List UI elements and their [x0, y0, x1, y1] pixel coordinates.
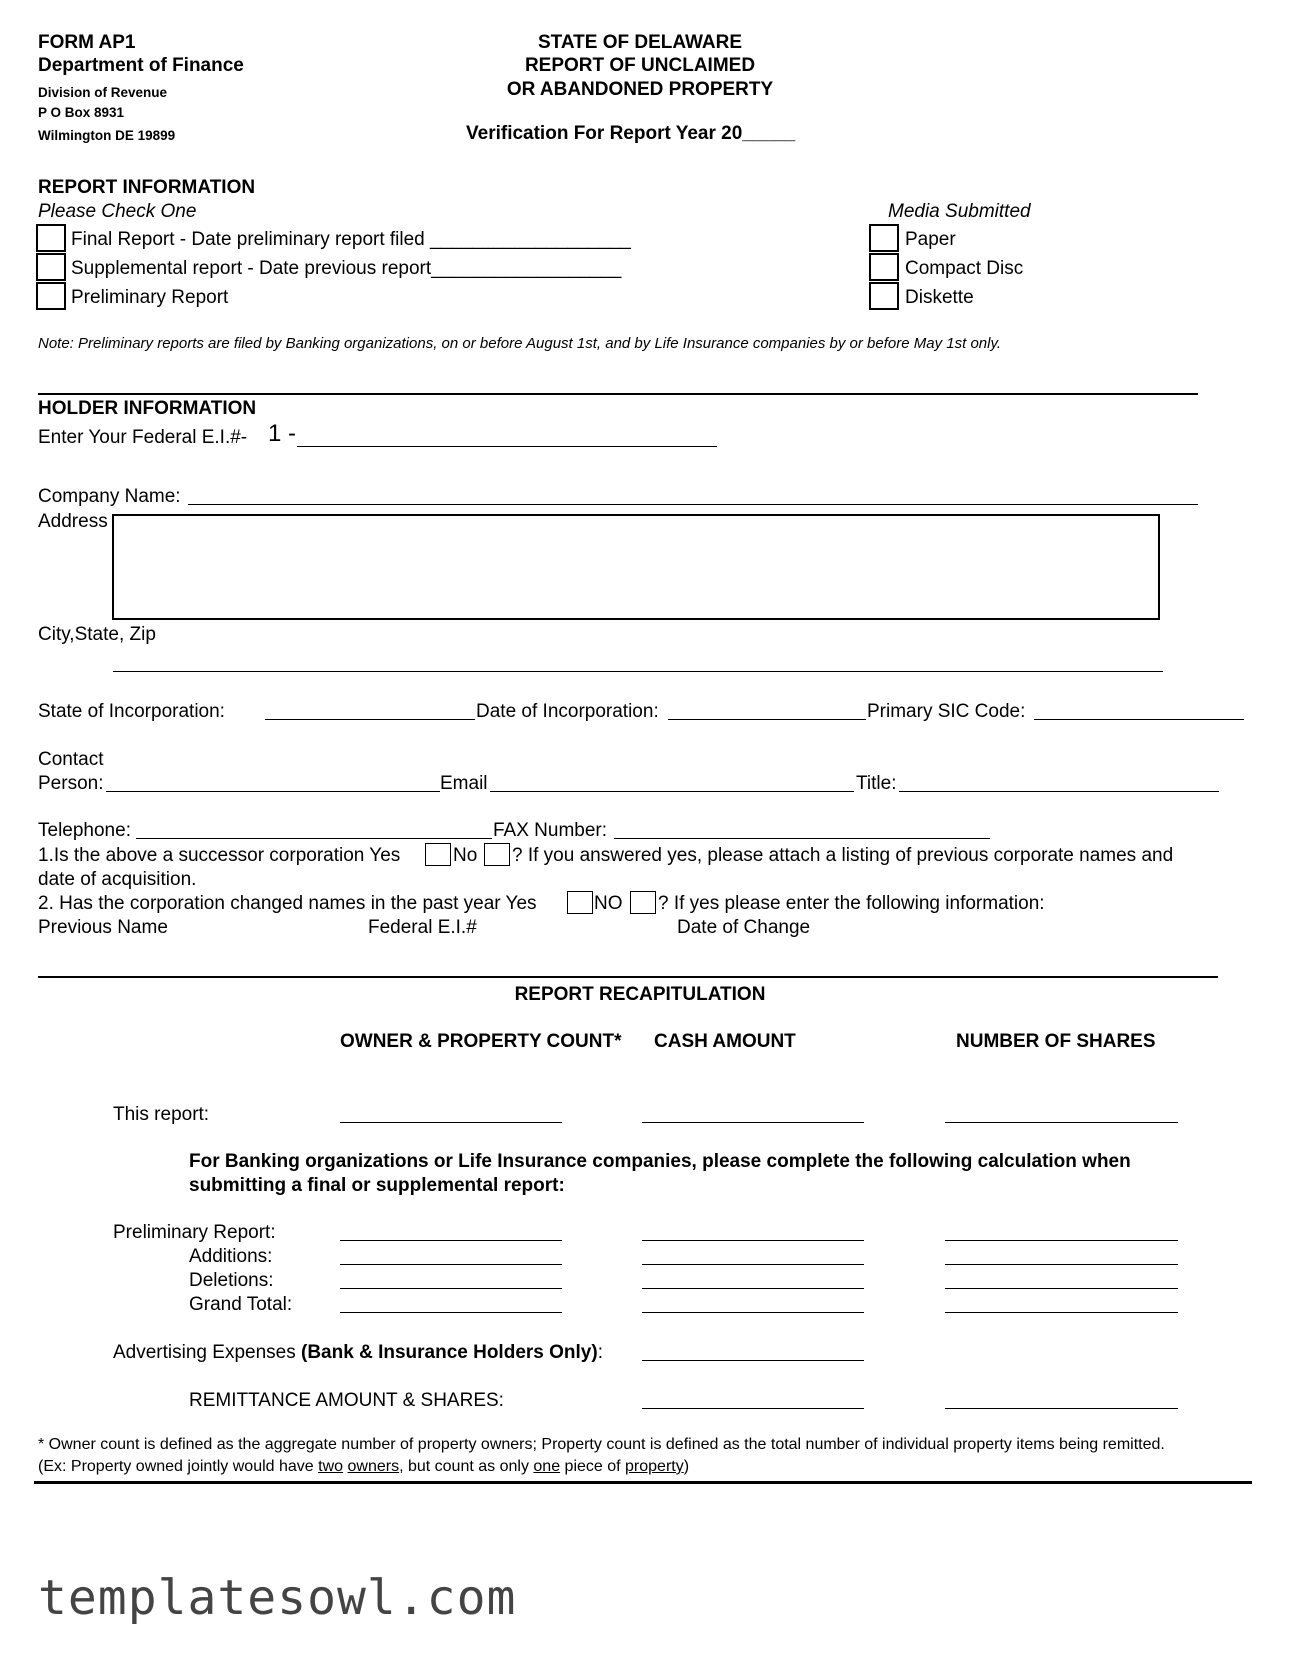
calc-instruction-1: For Banking organizations or Life Insurance companies, please complete the following calculation when [189, 1151, 1131, 1172]
remittance-cash-input[interactable] [642, 1408, 864, 1409]
date-of-incorporation-input[interactable] [668, 719, 866, 720]
additions-label: Additions: [189, 1246, 273, 1267]
watermark: templatesowl.com [38, 1570, 517, 1626]
additions-shares-input[interactable] [945, 1264, 1178, 1265]
report-title-2: OR ABANDONED PROPERTY [506, 79, 774, 100]
report-title-1: REPORT OF UNCLAIMED [524, 55, 756, 76]
company-name-input[interactable] [188, 504, 1198, 505]
grand-total-shares-input[interactable] [945, 1312, 1178, 1313]
paper-checkbox[interactable] [869, 224, 899, 252]
footnote-text: , but count as only [399, 1458, 534, 1475]
state-of-incorporation-label: State of Incorporation: [38, 701, 225, 722]
po-box: P O Box 8931 [38, 105, 125, 120]
federal-ein-col: Federal E.I.# [368, 917, 477, 938]
date-of-change-col: Date of Change [677, 917, 811, 938]
number-of-shares-header: NUMBER OF SHARES [956, 1031, 1156, 1052]
q1-no-checkbox[interactable] [484, 843, 510, 866]
this-report-shares-input[interactable] [945, 1122, 1178, 1123]
footnote-underlined: property [625, 1458, 684, 1475]
q2-rest: ? If yes please enter the following information: [658, 893, 1045, 914]
section-divider [38, 976, 1218, 978]
q2-yes-checkbox[interactable] [567, 891, 593, 914]
q1-yes-checkbox[interactable] [425, 843, 451, 866]
email-input[interactable] [490, 791, 854, 792]
supplemental-report-label: Supplemental report - Date previous report__________________ [71, 258, 622, 279]
footer-divider [34, 1481, 1252, 1484]
q1-text: 1.Is the above a successor corporation Yes [38, 845, 401, 866]
address-label: Address [38, 511, 108, 532]
report-info-heading: REPORT INFORMATION [38, 177, 256, 198]
ein-prefix: 1 - [268, 420, 297, 447]
title-label: Title: [856, 773, 897, 794]
remittance-shares-input[interactable] [945, 1408, 1178, 1409]
q1-no-label: No [453, 845, 478, 866]
advertising-expenses-input[interactable] [642, 1360, 864, 1361]
owner-property-count-header: OWNER & PROPERTY COUNT* [340, 1031, 622, 1052]
preliminary-note: Note: Preliminary reports are filed by Banking organizations, on or before August 1st, and by Life Insurance companies by or before May 1st only. [38, 335, 1002, 352]
paper-label: Paper [905, 229, 956, 250]
final-report-label: Final Report - Date preliminary report filed ___________________ [71, 229, 631, 250]
holder-info-heading: HOLDER INFORMATION [38, 398, 257, 419]
previous-name-col: Previous Name [38, 917, 168, 938]
preliminary-report-checkbox[interactable] [36, 282, 66, 310]
q2-no-checkbox[interactable] [630, 891, 656, 914]
media-submitted-label: Media Submitted [888, 201, 1031, 222]
ein-input[interactable] [297, 446, 717, 447]
supplemental-report-checkbox[interactable] [36, 253, 66, 281]
state-of-incorporation-input[interactable] [265, 719, 475, 720]
telephone-input[interactable] [136, 838, 492, 839]
city-address: Wilmington DE 19899 [38, 128, 176, 143]
recap-heading: REPORT RECAPITULATION [514, 984, 766, 1005]
deletions-shares-input[interactable] [945, 1288, 1178, 1289]
remittance-label: REMITTANCE AMOUNT & SHARES: [189, 1390, 504, 1411]
footnote-underlined: one [533, 1458, 561, 1475]
this-report-cash-input[interactable] [642, 1122, 864, 1123]
city-state-zip-label: City,State, Zip [38, 624, 156, 645]
grand-total-cash-input[interactable] [642, 1312, 864, 1313]
footnote-text: ) [683, 1458, 690, 1475]
grand-total-count-input[interactable] [340, 1312, 562, 1313]
preliminary-count-input[interactable] [340, 1240, 562, 1241]
advertising-colon: : [597, 1342, 603, 1363]
department: Department of Finance [38, 55, 244, 76]
contact-label: Contact [38, 749, 104, 770]
company-name-label: Company Name: [38, 486, 181, 507]
final-report-checkbox[interactable] [36, 224, 66, 252]
compact-disc-checkbox[interactable] [869, 253, 899, 281]
verification-year: Verification For Report Year 20_____ [466, 123, 796, 144]
preliminary-row-label: Preliminary Report: [113, 1222, 276, 1243]
grand-total-label: Grand Total: [189, 1294, 293, 1315]
additions-cash-input[interactable] [642, 1264, 864, 1265]
advertising-expenses-label [113, 1342, 603, 1364]
deletions-cash-input[interactable] [642, 1288, 864, 1289]
q2-no-label: NO [594, 893, 623, 914]
contact-person-input[interactable] [106, 791, 440, 792]
form-id: FORM AP1 [38, 32, 136, 53]
date-of-incorporation-label: Date of Incorporation: [476, 701, 659, 722]
footnote-underlined: two [318, 1458, 344, 1475]
primary-sic-label: Primary SIC Code: [867, 701, 1026, 722]
calc-instruction-2: submitting a final or supplemental report: [189, 1175, 565, 1196]
footnote-line-2 [38, 1458, 689, 1476]
advertising-bold-text: (Bank & Insurance Holders Only) [301, 1342, 598, 1363]
preliminary-cash-input[interactable] [642, 1240, 864, 1241]
section-divider [38, 393, 1198, 395]
footnote-line-1: * Owner count is defined as the aggregate number of property owners; Property count is defined as the total number of individual property items being remitted. [38, 1436, 1165, 1453]
fax-label: FAX Number: [493, 820, 608, 841]
contact-person-label: Person: [38, 773, 104, 794]
this-report-count-input[interactable] [340, 1122, 562, 1123]
ein-label: Enter Your Federal E.I.#- [38, 427, 248, 448]
preliminary-report-label: Preliminary Report [71, 287, 229, 308]
preliminary-shares-input[interactable] [945, 1240, 1178, 1241]
footnote-underlined: owners [347, 1458, 400, 1475]
advertising-text: Advertising Expenses [113, 1342, 296, 1363]
fax-input[interactable] [614, 838, 990, 839]
primary-sic-input[interactable] [1034, 719, 1244, 720]
deletions-count-input[interactable] [340, 1288, 562, 1289]
diskette-checkbox[interactable] [869, 282, 899, 310]
cash-amount-header: CASH AMOUNT [654, 1031, 796, 1052]
deletions-label: Deletions: [189, 1270, 274, 1291]
title-input[interactable] [899, 791, 1219, 792]
division: Division of Revenue [38, 85, 168, 100]
additions-count-input[interactable] [340, 1264, 562, 1265]
this-report-label: This report: [113, 1104, 210, 1125]
q1-rest: ? If you answered yes, please attach a listing of previous corporate names and [512, 845, 1174, 866]
q1-line2: date of acquisition. [38, 869, 197, 890]
q2-text: 2. Has the corporation changed names in the past year Yes [38, 893, 537, 914]
telephone-label: Telephone: [38, 820, 131, 841]
compact-disc-label: Compact Disc [905, 258, 1024, 279]
check-one-label: Please Check One [38, 201, 197, 222]
diskette-label: Diskette [905, 287, 974, 308]
footnote-text: (Ex: Property owned jointly would have [38, 1458, 319, 1475]
state-title: STATE OF DELAWARE [537, 32, 743, 53]
footnote-text: piece of [560, 1458, 626, 1475]
email-label: Email [440, 773, 488, 794]
address-field[interactable] [112, 514, 1160, 620]
city-state-zip-input[interactable] [113, 671, 1163, 672]
